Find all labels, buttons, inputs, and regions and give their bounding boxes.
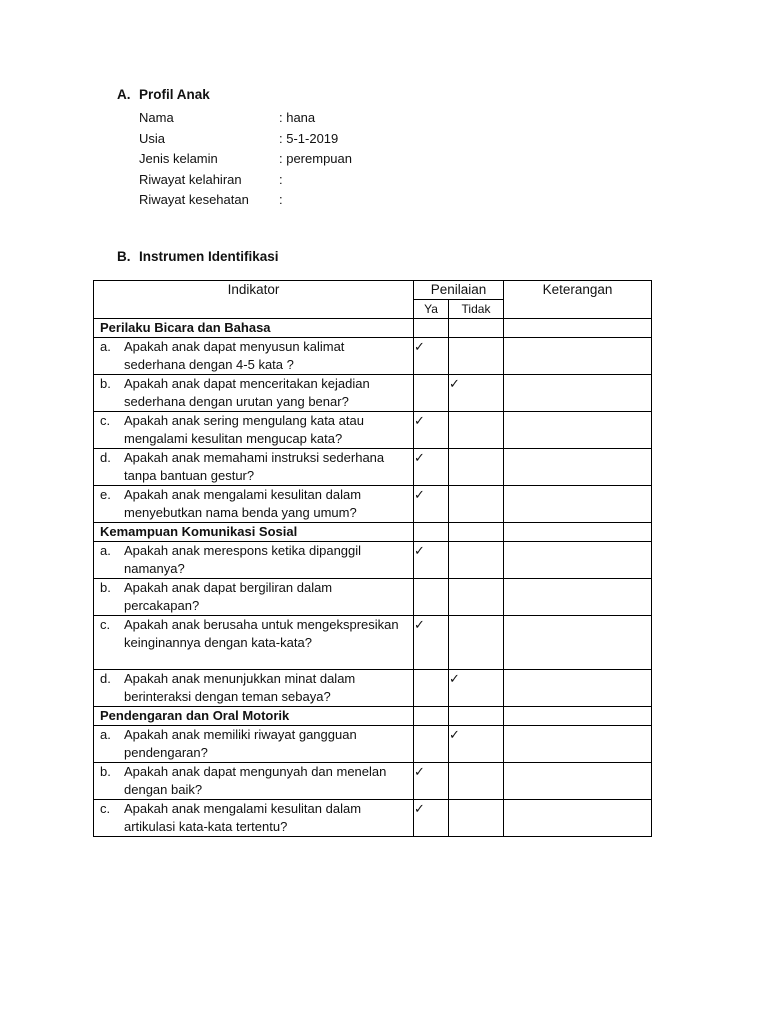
- question-text: Apakah anak sering mengulang kata atau mengalami kesulitan mengucap kata?: [124, 413, 364, 446]
- field-label: Riwayat kesehatan: [139, 192, 249, 207]
- question-letter: a.: [100, 727, 111, 742]
- profile-heading-letter: A.: [117, 87, 131, 102]
- header-ya: Ya: [414, 300, 449, 319]
- question: [94, 579, 413, 615]
- tidak-cell: [449, 707, 504, 726]
- indikator-cell: [94, 670, 414, 707]
- tidak-check: [449, 449, 504, 486]
- question: [94, 542, 413, 578]
- tidak-check: [449, 338, 504, 375]
- ya-cell: [414, 523, 449, 542]
- ya-check: [414, 726, 449, 763]
- ya-check: [414, 670, 449, 707]
- field-value: : perempuan: [279, 151, 352, 166]
- question-text: Apakah anak mengalami kesulitan dalam artikulasi kata-kata tertentu?: [124, 801, 362, 834]
- table-row: [94, 412, 652, 449]
- field-label: Jenis kelamin: [139, 151, 218, 166]
- question: [94, 338, 413, 374]
- profile-row-riwayat-kelahiran: [139, 170, 439, 191]
- table-row: [94, 579, 652, 616]
- question: [94, 449, 413, 485]
- indikator-cell: [94, 726, 414, 763]
- question: [94, 616, 413, 652]
- keterangan-cell: [504, 800, 652, 837]
- table-row: [94, 542, 652, 579]
- category-title: Perilaku Bicara dan Bahasa: [94, 319, 414, 338]
- field-label: Nama: [139, 110, 174, 125]
- question-letter: b.: [100, 376, 111, 391]
- question-letter: b.: [100, 580, 111, 595]
- keterangan-cell: [504, 523, 652, 542]
- field-label: Usia: [139, 130, 166, 146]
- category-title: Pendengaran dan Oral Motorik: [94, 707, 414, 726]
- tidak-check: [449, 486, 504, 523]
- table-row: [94, 616, 652, 670]
- category-title: Kemampuan Komunikasi Sosial: [94, 523, 414, 542]
- profile-row-usia: [139, 129, 439, 150]
- keterangan-cell: [504, 375, 652, 412]
- profile-fields: [139, 108, 439, 211]
- tidak-cell: [449, 523, 504, 542]
- question-text: Apakah anak mengalami kesulitan dalam menyebutkan nama benda yang umum?: [124, 487, 362, 520]
- indikator-cell: [94, 763, 414, 800]
- tidak-check: ✓: [449, 670, 504, 707]
- field-value: :: [279, 192, 283, 207]
- ya-check: ✓: [414, 449, 449, 486]
- tidak-check: [449, 616, 504, 670]
- profile-heading: [117, 87, 210, 102]
- question-letter: b.: [100, 764, 111, 779]
- indikator-cell: [94, 449, 414, 486]
- header-keterangan: Keterangan: [504, 281, 652, 319]
- field-value: :: [279, 171, 283, 187]
- keterangan-cell: [504, 319, 652, 338]
- question: [94, 670, 413, 706]
- question: [94, 763, 413, 799]
- indikator-cell: [94, 800, 414, 837]
- ya-check: ✓: [414, 616, 449, 670]
- question-letter: e.: [100, 487, 111, 502]
- profile-row-nama: [139, 108, 439, 129]
- instrument-heading-letter: B.: [117, 249, 131, 264]
- table-row: [94, 486, 652, 523]
- keterangan-cell: [504, 579, 652, 616]
- question-text: Apakah anak berusaha untuk mengekspresikan keinginannya dengan kata-kata?: [124, 617, 399, 650]
- header-penilaian: Penilaian: [414, 281, 504, 300]
- tidak-check: [449, 763, 504, 800]
- keterangan-cell: [504, 486, 652, 523]
- question-letter: d.: [100, 671, 111, 686]
- keterangan-cell: [504, 449, 652, 486]
- instrument-heading-text: Instrumen Identifikasi: [139, 249, 279, 264]
- header-indikator: Indikator: [94, 281, 414, 319]
- instrument-heading: [117, 249, 279, 264]
- indikator-cell: [94, 486, 414, 523]
- tidak-check: [449, 579, 504, 616]
- question: [94, 800, 413, 836]
- keterangan-cell: [504, 412, 652, 449]
- question-letter: a.: [100, 339, 111, 354]
- keterangan-cell: [504, 616, 652, 670]
- category-row: [94, 523, 652, 542]
- table-row: [94, 375, 652, 412]
- ya-check: ✓: [414, 486, 449, 523]
- question: [94, 375, 413, 411]
- category-row: [94, 319, 652, 338]
- category-row: [94, 707, 652, 726]
- field-value: : 5-1-2019: [279, 130, 339, 146]
- question: [94, 726, 413, 762]
- instrument-table: [93, 280, 652, 837]
- question-letter: c.: [100, 801, 111, 816]
- profile-row-jenis-kelamin: [139, 149, 439, 170]
- question-text: Apakah anak dapat menyusun kalimat sederhana dengan 4-5 kata ?: [124, 339, 345, 372]
- indikator-cell: [94, 616, 414, 670]
- question-letter: a.: [100, 543, 111, 558]
- table-row: [94, 800, 652, 837]
- question: [94, 412, 413, 448]
- ya-check: [414, 579, 449, 616]
- keterangan-cell: [504, 726, 652, 763]
- tidak-check: [449, 542, 504, 579]
- ya-check: ✓: [414, 542, 449, 579]
- tidak-check: ✓: [449, 375, 504, 412]
- ya-check: ✓: [414, 800, 449, 837]
- ya-cell: [414, 707, 449, 726]
- keterangan-cell: [504, 338, 652, 375]
- question-text: Apakah anak dapat mengunyah dan menelan dengan baik?: [124, 764, 387, 797]
- profile-row-riwayat-kesehatan: [139, 190, 439, 211]
- question-text: Apakah anak memiliki riwayat gangguan pendengaran?: [124, 727, 357, 760]
- question-letter: d.: [100, 450, 111, 465]
- tidak-check: ✓: [449, 726, 504, 763]
- keterangan-cell: [504, 542, 652, 579]
- tidak-check: [449, 412, 504, 449]
- ya-cell: [414, 319, 449, 338]
- question-text: Apakah anak memahami instruksi sederhana tanpa bantuan gestur?: [124, 450, 385, 483]
- indikator-cell: [94, 412, 414, 449]
- table-row: [94, 726, 652, 763]
- ya-check: [414, 375, 449, 412]
- tidak-cell: [449, 319, 504, 338]
- indikator-cell: [94, 542, 414, 579]
- header-tidak: Tidak: [449, 300, 504, 319]
- question-text: Apakah anak menunjukkan minat dalam berinteraksi dengan teman sebaya?: [124, 671, 356, 704]
- question-letter: c.: [100, 617, 111, 632]
- table-row: [94, 449, 652, 486]
- ya-check: ✓: [414, 763, 449, 800]
- keterangan-cell: [504, 670, 652, 707]
- question-text: Apakah anak dapat bergiliran dalam percakapan?: [124, 580, 333, 613]
- field-value: : hana: [279, 110, 316, 125]
- question-text: Apakah anak dapat menceritakan kejadian sederhana dengan urutan yang benar?: [124, 376, 370, 409]
- table-row: [94, 763, 652, 800]
- question-letter: c.: [100, 413, 111, 428]
- profile-heading-text: Profil Anak: [139, 87, 210, 102]
- question-text: Apakah anak merespons ketika dipanggil namanya?: [124, 543, 362, 576]
- ya-check: ✓: [414, 338, 449, 375]
- indikator-cell: [94, 579, 414, 616]
- ya-check: ✓: [414, 412, 449, 449]
- indikator-cell: [94, 338, 414, 375]
- question: [94, 486, 413, 522]
- table-row: [94, 338, 652, 375]
- field-label: Riwayat kelahiran: [139, 171, 242, 187]
- keterangan-cell: [504, 707, 652, 726]
- tidak-check: [449, 800, 504, 837]
- table-row: [94, 670, 652, 707]
- indikator-cell: [94, 375, 414, 412]
- keterangan-cell: [504, 763, 652, 800]
